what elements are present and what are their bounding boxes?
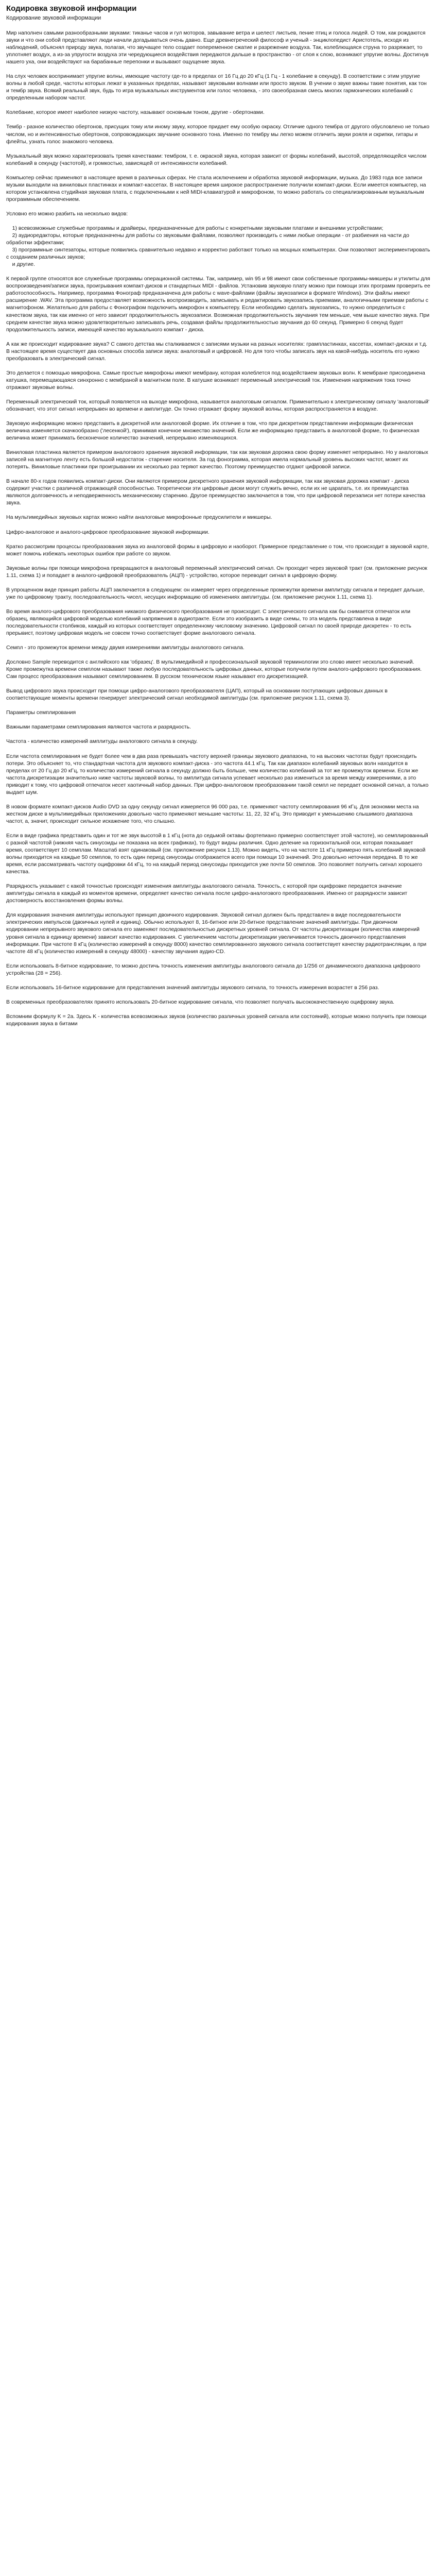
- paragraph: Параметры семплирования: [6, 709, 76, 716]
- paragraph: Если использовать 8-битное кодирование, то можно достичь точность изменения амплитуды аналогового сигнала до 1/256 от динамического диапазона цифрового устройства (28 = 256).: [6, 962, 422, 976]
- paragraph: Цифро-аналоговое и аналого-цифровое преобразование звуковой информации.: [6, 529, 210, 535]
- paragraph: Вывод цифрового звука происходит при помощи цифро-аналогового преобразователя (ЦАП), который на основании поступающих цифровых данных в соответствующие моменты времени генерирует электрический сигнал необходимой амплитуды (см. приложение рисунок 1.11, схема 3).: [6, 688, 389, 702]
- paragraph: К первой группе относятся все служебные программы операционной системы. Так, например, win 95 и 98 имеют свои собственные программы-микшеры и утилиты для воспроизведения/записи звука, проигрывания компакт-дисков и стандартных MIDI - файлов. Установив звуковую плату можно при помощи этих программ проверить ее работоспособность. Например, программа Фонограф предназначена для работы с wave-файлами (файлы звукозаписи в формате Windows). Эти файлы имеют расширение .WAV. Эта программа предоставляет возможность воспроизводить, записывать и редактировать звукозапись приемами, аналогичными приемам работы с магнитофоном. Желательно для работы с Фонографом подключить микрофон к компьютеру. Если необходимо сделать звукозапись, то нужно определиться с качеством звука, так как именно от него зависит продолжительность звукозаписи. Возможная продолжительность звучания тем меньше, чем выше качество звука. При среднем качестве звука можно удовлетворительно записывать речь, создавая файлы продолжительностью звучания до 60 секунд. Примерно 6 секунд будет продолжительность записи, имеющей качество музыкального компакт - диска.: [6, 276, 432, 333]
- page-title: Кодировка звуковой информации: [6, 4, 137, 13]
- paragraph: На слух человек воспринимает упругие волны, имеющие частоту где-то в пределах от 16 Гц до 20 кГц (1 Гц - 1 колебание в секунду). В соответствии с этим упругие волны в любой среде, частоты которых лежат в указанных пределах, называют звуковыми волнами или просто звуком. В учении о звуке важны такие понятия, как тон и тембр звука. Всякий реальный звук, будь то игра музыкальных инструментов или голос человека, - это своеобразная смесь многих гармонических колебаний с определенным набором частот.: [6, 73, 428, 101]
- paragraph: Если частота семплирования не будет более чем в два раза превышать частоту верхней границы звукового диапазона, то на высоких частотах будут происходить потери. Это объясняет то, что стандартная частота для звукового компакт-диска - это частота 44.1 кГц. Так как диапазон колебаний звуковых волн находится в пределах от 20 Гц до 20 кГц, то количество измерений сигнала в секунду должно быть больше, чем количество колебаний за тот же промежуток времени. Если же частота дискретизации значительно ниже частоты звуковой волны, то амплитуда сигнала успевает несколько раз измениться за время между измерениями, а это приводит к тому, что цифровой отпечаток несет хаотичный набор данных. При цифро-аналоговом преобразовании такой семпл не передает основной сигнал, а только выдает шум.: [6, 753, 430, 795]
- paragraph: Колебание, которое имеет наиболее низкую частоту, называют основным тоном, другие - обертонами.: [6, 109, 265, 116]
- document-page: [0, 0, 436, 1027]
- paragraph: Переменный электрический ток, который появляется на выходе микрофона, называется аналоговым сигналом. Применительно к электрическому сигналу 'аналоговый' обозначает, что этот сигнал непрерывен во времени и амплитуде. Он точно отражает форму звуковой волны, которая распространяется в воздухе.: [6, 398, 431, 412]
- paragraph: Кратко рассмотрим процессы преобразования звука из аналоговой формы в цифровую и наоборот. Примерное представление о том, что происходит в звуковой карте, может помочь избежать некоторых ошибок при работе со звуком.: [6, 543, 430, 557]
- paragraph: Компьютер сейчас применяют в настоящее время в различных сферах. Не стала исключением и обработка звуковой информации, музыка. До 1983 года все записи музыки выходили на виниловых пластинках и компакт-кассетах. В настоящее время широкое распространение получили компакт-диски. Если имеется компьютер, на котором установлена студийная звуковая плата, с подключенными к ней MIDI-клавиатурой и микрофоном, то можно работать со специализированным музыкальным программным обеспечением.: [6, 174, 428, 202]
- paragraph: В современных преобразователях принято использовать 20-битное кодирование сигнала, что позволяет получать высококачественную оцифровку звука.: [6, 998, 395, 1005]
- paragraph: Для кодирования значения амплитуды используют принцип двоичного кодирования. Звуковой сигнал должен быть представлен в виде последовательности электрических импульсов (двоичных нулей и единиц). Обычно используют 8, 16-битное или 20-битное представление значений амплитуды. При двоичном кодировании непрерывного звукового сигнала его заменяют последовательностью дискретных уровней сигнала. От частоты дискретизации (количества измерений уровня сигнала в единицу времени) зависит качество кодирования. С увеличением частоты дискретизации увеличивается точность двоичного представления информации. При частоте 8 кГц (количество измерений в секунду 8000) качество семплированного звукового сигнала соответствует качеству радиотрансляции, а при частоте 48 кГц (количество измерений в секунду 48000) - качеству звучания аудио-CD.: [6, 912, 428, 955]
- paragraph: Звуковую информацию можно представить в дискретной или аналоговой форме. Их отличие в том, что при дискретном представлении информации физическая величина изменяется скачкообразно ('лесенкой'), принимая конечное множество значений. Если же информацию представить в аналоговой форме, то физическая величина может принимать бесконечное количество значений, непрерывно изменяющихся.: [6, 420, 421, 442]
- paragraph: Вспомним формулу K = 2a. Здесь K - количества всевозможных звуков (количество различных уровней сигнала или состояний), которые можно получить при помощи кодирования звука в битами: [6, 1013, 428, 1027]
- paragraph: Во время аналого-цифрового преобразования никакого физического преобразования не происходит. С электрического сигнала как бы снимается отпечаток или образец, являющийся цифровой моделью колебаний напряжения в аудиотракте. Если это изобразить в виде схемы, то эта модель представлена в виде последовательности столбиков, каждый из которых соответствует определенному числовому значению. Цифровой сигнал по своей природе дискретен - то есть прерывист, поэтому цифровая модель не совсем точно соответствует форме аналогового сигнала.: [6, 608, 413, 636]
- paragraph: Если использовать 16-битное кодирование для представления значений амплитуды звукового сигнала, то точность измерения возрастет в 256 раз.: [6, 984, 379, 991]
- paragraph: Звуковые волны при помощи микрофона превращаются в аналоговый переменный электрический сигнал. Он проходит через звуковой тракт (см. приложение рисунок 1.11, схема 1) и попадает в аналого-цифровой преобразователь (АЦП) - устройство, которое переводит сигнал в цифровую форму.: [6, 565, 429, 579]
- paragraph: В новом формате компакт-дисков Audio DVD за одну секунду сигнал измеряется 96 000 раз, т.е. применяют частоту семплирования 96 кГц. Для экономии места на жестком диске в мультимедийных приложениях довольно часто применяют меньшие частоты: 11, 22, 32 кГц. Это приводит к уменьшению слышимого диапазона частот, а, значит, происходит сильное искажение того, что слышно.: [6, 803, 421, 824]
- paragraph: Тембр - разное количество обертонов, присущих тому или иному звуку, которое придает ему особую окраску. Отличие одного тембра от другого обусловлено не только числом, но и интенсивностью обертонов, сопровождающих звучание основного тона. Именно по тембру мы легко можем отличить звуки рояля и скрипки, гитары и флейты, узнать голос знакомого человека.: [6, 124, 431, 145]
- paragraph: Мир наполнен самыми разнообразными звуками: тиканье часов и гул моторов, завывание ветра и шелест листьев, пение птиц и голоса людей. О том, как рождаются звуки и что они собой представляют люди начали догадываться очень давно. Еще древнегреческий философ и ученый - энциклопедист Аристотель, исходя из наблюдений, объяснял природу звука, полагая, что звучащее тело создает попеременное сжатие и разрежение воздуха. Так, колеблющаяся струна то разряжает, то уплотняет воздух, а из-за упругости воздуха эти чередующиеся воздействия передаются дальше в пространство - от слоя к слою, возникают упругие волны. Достигнув нашего уха, они воздействуют на барабанные перепонки и вызывают ощущение звука.: [6, 30, 430, 65]
- paragraph: Виниловая пластинка является примером аналогового хранения звуковой информации, так как звуковая дорожка свою форму изменяет непрерывно. Но у аналоговых записей на магнитную ленту есть большой недостаток - старение носителя. За год фонограмма, которая имела нормальный уровень высоких частот, может их потерять. Виниловые пластинки при проигрывании их несколько раз теряют качество. Поэтому преимущество отдают цифровой записи.: [6, 449, 430, 470]
- paragraph: В упрощенном виде принцип работы АЦП заключается в следующем: он измеряет через определенные промежутки времени амплитуду сигнала и передает дальше, уже по цифровому тракту, последовательность чисел, несущих информацию об изменениях амплитуды. (см. приложение рисунок 1.11, схема 1).: [6, 586, 426, 600]
- page-subtitle: Кодирование звуковой информации: [6, 15, 101, 21]
- paragraph: В начале 80-х годов появились компакт-диски. Они являются примером дискретного хранения звуковой информации, так как звуковая дорожка компакт - диска содержит участки с различной отражающей способностью. Теоретически эти цифровые диски могут служить вечно, если их не царапать, т.е. их преимущества являются долговечность и неподверженность механическому старению. Другое преимущество заключается в том, что при цифровой перезаписи нет потери качества звука.: [6, 478, 427, 506]
- paragraph: А как же происходит кодирование звука? С самого детства мы сталкиваемся с записями музыки на разных носителях: грампластинках, кассетах, компакт-дисках и т.д. В настоящее время существует два основных способа записи звука: аналоговый и цифровой. Но для того чтобы записать звук на какой-нибудь носитель его нужно преобразовать в электрический сигнал.: [6, 341, 429, 362]
- paragraph: Это делается с помощью микрофона. Самые простые микрофоны имеют мембрану, которая колеблется под воздействием звуковых волн. К мембране присоединена катушка, перемещающаяся синхронно с мембраной в магнитном поле. В катушке возникает переменный электрический ток. Изменения напряжения тока точно отражают звуковые волны.: [6, 369, 427, 391]
- paragraph: Музыкальный звук можно характеризовать тремя качествами: тембром, т. е. окраской звука, которая зависит от формы колебаний, высотой, определяющейся числом колебаний в секунду (частотой), и громкостью, зависящей от интенсивности колебаний.: [6, 152, 428, 166]
- paragraph: Если в виде графика представить один и тот же звук высотой в 1 кГц (нота до седьмой октавы фортепиано примерно соответствует этой частоте), но семплированный с разной частотой (нижняя часть синусоиды не показана на всех графиках), то будут видны различия. Одно деление на горизонтальной оси, которая показывает время, соответствует 10 семплам. Масштаб взят одинаковый (см. приложение рисунок 1.13). Можно видеть, что на частоте 11 кГц примерно пять колебаний звуковой волны приходится на каждые 50 семплов, то есть один период синусоиды отображается всего при помощи 10 значений. Это довольно неточная передача. В то же время, если рассматривать частоту оцифровки 44 кГц, то на каждый период синусоиды приходится уже почти 50 семплов. Это позволяет получить сигнал хорошего качества.: [6, 832, 430, 875]
- paragraph: На мультимедийных звуковых картах можно найти аналоговые микрофонные предусилители и микшеры.: [6, 514, 272, 521]
- paragraph: Разрядность указывает с какой точностью происходят изменения амплитуды аналогового сигнала. Точность, с которой при оцифровке передается значение амплитуды сигнала в каждый из моментов времени, определяет качество сигнала после цифро-аналогового преобразования. Именно от разрядности зависит достоверность восстановления формы волны.: [6, 883, 409, 904]
- paragraph: Семпл - это промежуток времени между двумя измерениями амплитуды аналогового сигнала.: [6, 645, 245, 651]
- paragraph: Важными параметрами семплирования являются частота и разрядность. Частота - количество измерений амплитуды аналогового сигнала в секунду.: [6, 724, 198, 745]
- paragraph: Условно его можно разбить на несколько видов: 1) всевозможные служебные программы и драйверы, предназначенные для работы с конкретными звуковыми платами и внешними устройствами; 2) аудиоредакторы, которые предназначены для работы со звуковыми файлами, позволяют производить с ними любые операции - от разбиения на части до обработки эффектами; 3) программные синтезаторы, которые появились сравнительно недавно и корректно работают только на мощных компьютерах. Они позволяют экспериментировать с созданием различных звуков; и другие.: [6, 210, 430, 268]
- document-body: [6, 29, 431, 1027]
- paragraph: Дословно Sample переводится с английского как 'образец'. В мультимедийной и профессиональной звуковой терминологии это слово имеет несколько значений. Кроме промежутка времени семплом называют также любую последовательность цифровых данных, которые получили путем аналого-цифрового преобразования. Сам процесс преобразования называют семплированием. В русском техническом языке называют его дискретизацией.: [6, 659, 424, 680]
